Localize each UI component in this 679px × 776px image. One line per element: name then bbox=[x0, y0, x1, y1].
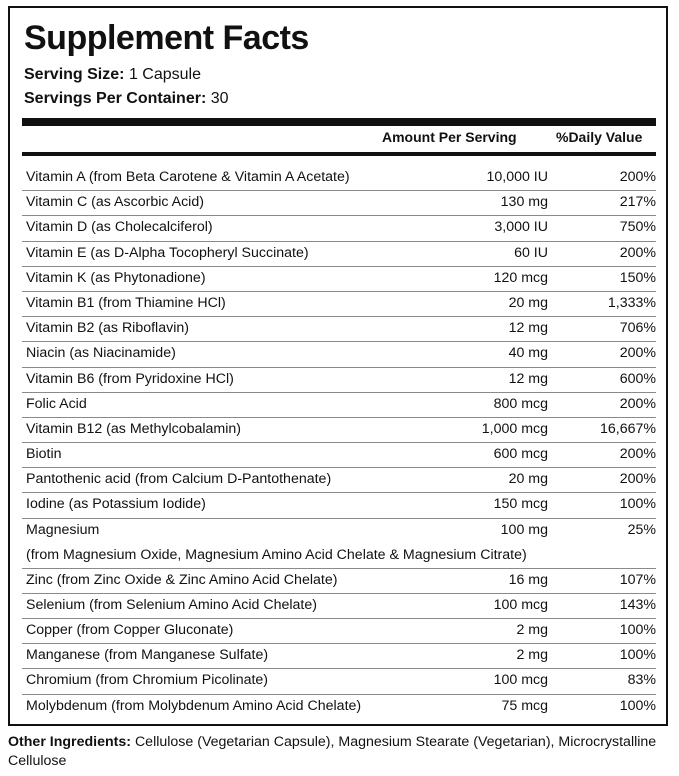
nutrient-daily-value: 200% bbox=[619, 345, 656, 362]
servings-per-container-value: 30 bbox=[210, 90, 229, 107]
nutrient-daily-value: 16,667% bbox=[599, 420, 656, 437]
nutrient-daily-value: 100% bbox=[619, 622, 656, 638]
nutrient-name: Vitamin B6 (from Pyridoxine HCl) bbox=[26, 370, 234, 387]
nutrient-name: Niacin (as Niacinamide) bbox=[26, 345, 176, 362]
nutrient-table bbox=[22, 166, 656, 720]
nutrient-daily-value: 25% bbox=[627, 521, 656, 538]
table-row bbox=[22, 418, 656, 443]
nutrient-daily-value: 750% bbox=[619, 219, 656, 236]
nutrient-name: Chromium (from Chromium Picolinate) bbox=[26, 672, 269, 689]
nutrient-amount: 12 mg bbox=[508, 370, 548, 387]
nutrient-name: Vitamin B2 (as Riboflavin) bbox=[26, 320, 189, 337]
table-row bbox=[22, 443, 656, 468]
nutrient-daily-value: 706% bbox=[619, 320, 656, 337]
table-row bbox=[22, 166, 656, 191]
table-row bbox=[22, 695, 656, 720]
nutrient-name: Folic Acid bbox=[26, 395, 87, 412]
table-row bbox=[22, 191, 656, 216]
column-header-amount: Amount Per Serving bbox=[382, 129, 517, 145]
table-row bbox=[22, 493, 656, 518]
nutrient-amount: 600 mcg bbox=[493, 446, 548, 463]
column-header-daily-value: %Daily Value bbox=[556, 129, 643, 145]
nutrient-amount: 60 IU bbox=[514, 244, 548, 261]
top-thick-divider bbox=[22, 118, 656, 126]
table-row bbox=[22, 242, 656, 267]
table-row bbox=[22, 519, 656, 569]
nutrient-daily-value: 200% bbox=[619, 395, 656, 412]
serving-size bbox=[24, 65, 201, 85]
nutrient-daily-value: 150% bbox=[619, 269, 656, 286]
nutrient-amount: 12 mg bbox=[508, 320, 548, 337]
nutrient-name: Vitamin D (as Cholecalciferol) bbox=[26, 219, 213, 236]
servings-per-container-label: Servings Per Container: bbox=[24, 90, 207, 107]
header-divider bbox=[22, 152, 656, 156]
nutrient-name: Magnesium bbox=[26, 521, 100, 538]
table-row bbox=[22, 644, 656, 669]
table-row bbox=[22, 594, 656, 619]
nutrient-daily-value: 600% bbox=[619, 370, 656, 387]
page-title: Supplement Facts bbox=[24, 19, 309, 57]
nutrient-daily-value: 200% bbox=[619, 471, 656, 488]
nutrient-amount: 800 mcg bbox=[493, 395, 548, 412]
nutrient-amount: 1,000 mcg bbox=[481, 420, 548, 437]
nutrient-amount: 150 mcg bbox=[493, 496, 548, 513]
nutrient-amount: 100 mcg bbox=[493, 596, 548, 613]
other-ingredients-text: Cellulose (Vegetarian Capsule), Magnesium Stearate (Vegetarian), Microcrystalline Cellulose bbox=[8, 734, 657, 769]
nutrient-daily-value: 100% bbox=[619, 647, 656, 664]
nutrient-amount: 40 mg bbox=[508, 345, 548, 362]
nutrient-daily-value: 200% bbox=[619, 244, 656, 261]
nutrient-amount: 130 mg bbox=[500, 194, 548, 211]
nutrient-daily-value: 143% bbox=[619, 596, 656, 613]
serving-size-value: 1 Capsule bbox=[128, 66, 201, 83]
nutrient-daily-value: 200% bbox=[619, 169, 656, 185]
nutrient-amount: 20 mg bbox=[508, 294, 548, 311]
nutrient-name: Manganese (from Manganese Sulfate) bbox=[26, 647, 269, 664]
nutrient-name: Vitamin K (as Phytonadione) bbox=[26, 269, 206, 286]
nutrient-name: Zinc (from Zinc Oxide & Zinc Amino Acid Chelate) bbox=[26, 571, 338, 588]
nutrient-name: Vitamin B1 (from Thiamine HCl) bbox=[26, 294, 226, 311]
servings-per-container bbox=[24, 89, 229, 109]
table-row bbox=[22, 619, 656, 644]
nutrient-name: Vitamin E (as D-Alpha Tocopheryl Succinate) bbox=[26, 244, 309, 261]
nutrient-name: Pantothenic acid (from Calcium D-Pantothenate) bbox=[26, 471, 332, 488]
other-ingredients-label: Other Ingredients: bbox=[8, 734, 131, 750]
nutrient-amount: 100 mg bbox=[500, 521, 548, 538]
nutrient-name: Iodine (as Potassium Iodide) bbox=[26, 496, 206, 513]
table-row bbox=[22, 468, 656, 493]
table-row bbox=[22, 342, 656, 367]
other-ingredients bbox=[8, 733, 672, 771]
nutrient-amount: 100 mcg bbox=[493, 672, 548, 689]
nutrient-name: Vitamin A (from Beta Carotene & Vitamin A Acetate) bbox=[26, 169, 350, 185]
table-row bbox=[22, 569, 656, 594]
nutrient-amount: 10,000 IU bbox=[486, 169, 548, 185]
nutrient-daily-value: 100% bbox=[619, 697, 656, 714]
nutrient-amount: 2 mg bbox=[516, 622, 548, 638]
nutrient-name: Copper (from Copper Gluconate) bbox=[26, 622, 234, 638]
table-row bbox=[22, 292, 656, 317]
nutrient-name: Biotin bbox=[26, 446, 62, 463]
nutrient-daily-value: 1,333% bbox=[607, 294, 656, 311]
nutrient-amount: 16 mg bbox=[508, 571, 548, 588]
nutrient-source-note: (from Magnesium Oxide, Magnesium Amino Acid Chelate & Magnesium Citrate) bbox=[26, 546, 527, 563]
nutrient-amount: 120 mcg bbox=[493, 269, 548, 286]
nutrient-amount: 75 mcg bbox=[501, 697, 548, 714]
nutrient-daily-value: 107% bbox=[619, 571, 656, 588]
table-row bbox=[22, 267, 656, 292]
nutrient-amount: 2 mg bbox=[516, 647, 548, 664]
table-row bbox=[22, 368, 656, 393]
nutrient-amount: 3,000 IU bbox=[494, 219, 548, 236]
nutrient-name: Molybdenum (from Molybdenum Amino Acid Chelate) bbox=[26, 697, 362, 714]
nutrient-daily-value: 217% bbox=[619, 194, 656, 211]
table-row bbox=[22, 317, 656, 342]
nutrient-name: Vitamin B12 (as Methylcobalamin) bbox=[26, 420, 242, 437]
supplement-facts-panel bbox=[8, 6, 668, 726]
nutrient-daily-value: 100% bbox=[619, 496, 656, 513]
nutrient-name: Vitamin C (as Ascorbic Acid) bbox=[26, 194, 204, 211]
serving-size-label: Serving Size: bbox=[24, 66, 125, 83]
nutrient-name: Selenium (from Selenium Amino Acid Chelate) bbox=[26, 596, 317, 613]
nutrient-amount: 20 mg bbox=[508, 471, 548, 488]
table-row bbox=[22, 216, 656, 241]
nutrient-daily-value: 83% bbox=[627, 672, 656, 689]
table-row bbox=[22, 393, 656, 418]
table-row bbox=[22, 669, 656, 694]
nutrient-daily-value: 200% bbox=[619, 446, 656, 463]
